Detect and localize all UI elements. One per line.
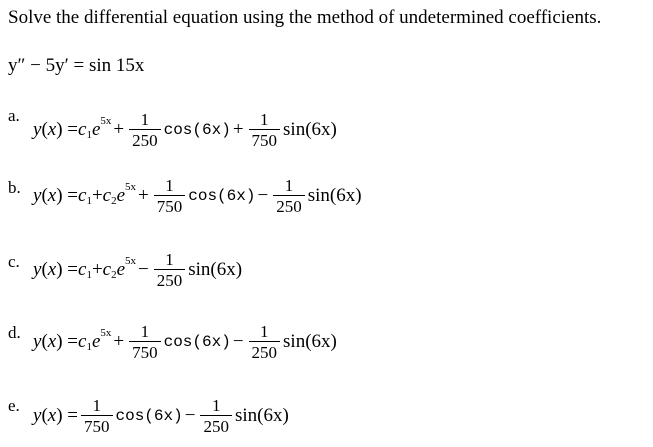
option-a-letter: a.: [8, 106, 20, 125]
option-d[interactable]: y ( x ) = c 1 e 5x + $\frac{1}{750}$ cos(6x) − $\frac{1}{250}$ sin(6x): [33, 322, 337, 362]
question-prompt: Solve the differential equation using the method of undetermined coefficients.: [8, 7, 602, 28]
option-b-fraction-2: $\frac{1}{250}$: [273, 177, 305, 215]
option-b-operator: −: [257, 185, 269, 206]
option-e-letter: e.: [8, 396, 20, 415]
option-a-fraction-2: $\frac{1}{750}$: [249, 111, 281, 149]
option-e[interactable]: y ( x ) = $\frac{1}{750}$ cos(6x) − $\frac{1}{250}$ sin(6x): [33, 396, 289, 436]
option-e-term-1: cos(6x): [115, 407, 183, 425]
option-b-term-2: sin(6x): [307, 185, 362, 206]
option-d-fraction-1: $\frac{1}{750}$: [129, 323, 161, 361]
option-d-fraction-2: $\frac{1}{250}$: [249, 323, 281, 361]
option-b[interactable]: y ( x ) = c 1 + c 2 e 5x + $\frac{1}{750}$ cos(6x) − $\frac{1}{250}$ sin(6x): [33, 176, 362, 216]
differential-equation: y″ − 5y′ = sin 15x: [8, 55, 145, 76]
option-d-letter: d.: [8, 323, 21, 342]
option-b-letter: b.: [8, 178, 21, 197]
option-e-operator: −: [184, 405, 196, 426]
option-c-exponent: 5x: [125, 255, 137, 267]
option-a-fraction-1: $\frac{1}{250}$: [129, 111, 161, 149]
option-d-exponent: 5x: [100, 327, 112, 339]
option-c-term-1: sin(6x): [188, 259, 243, 280]
option-d-term-1: cos(6x): [163, 333, 231, 351]
option-c-letter: c.: [8, 252, 20, 271]
option-e-term-2: sin(6x): [234, 405, 289, 426]
option-a-term-1: cos(6x): [163, 121, 231, 139]
option-c-fraction-1: $\frac{1}{250}$: [154, 251, 186, 289]
option-a-exponent: 5x: [100, 115, 112, 127]
option-d-operator: −: [232, 331, 244, 352]
option-b-exponent: 5x: [125, 181, 137, 193]
option-a[interactable]: y ( x ) = c 1 e 5x + $\frac{1}{250}$ cos(6x) + $\frac{1}{750}$ sin(6x): [33, 110, 337, 150]
option-d-term-2: sin(6x): [283, 331, 337, 352]
option-c[interactable]: y ( x ) = c 1 + c 2 e 5x − $\frac{1}{250}$ sin(6x): [33, 250, 243, 290]
option-e-fraction-2: $\frac{1}{250}$: [200, 397, 232, 435]
option-a-operator: +: [232, 119, 244, 140]
option-b-term-1: cos(6x): [188, 187, 256, 205]
option-e-fraction-1: $\frac{1}{750}$: [81, 397, 113, 435]
option-a-term-2: sin(6x): [283, 119, 337, 140]
option-b-fraction-1: $\frac{1}{750}$: [154, 177, 186, 215]
